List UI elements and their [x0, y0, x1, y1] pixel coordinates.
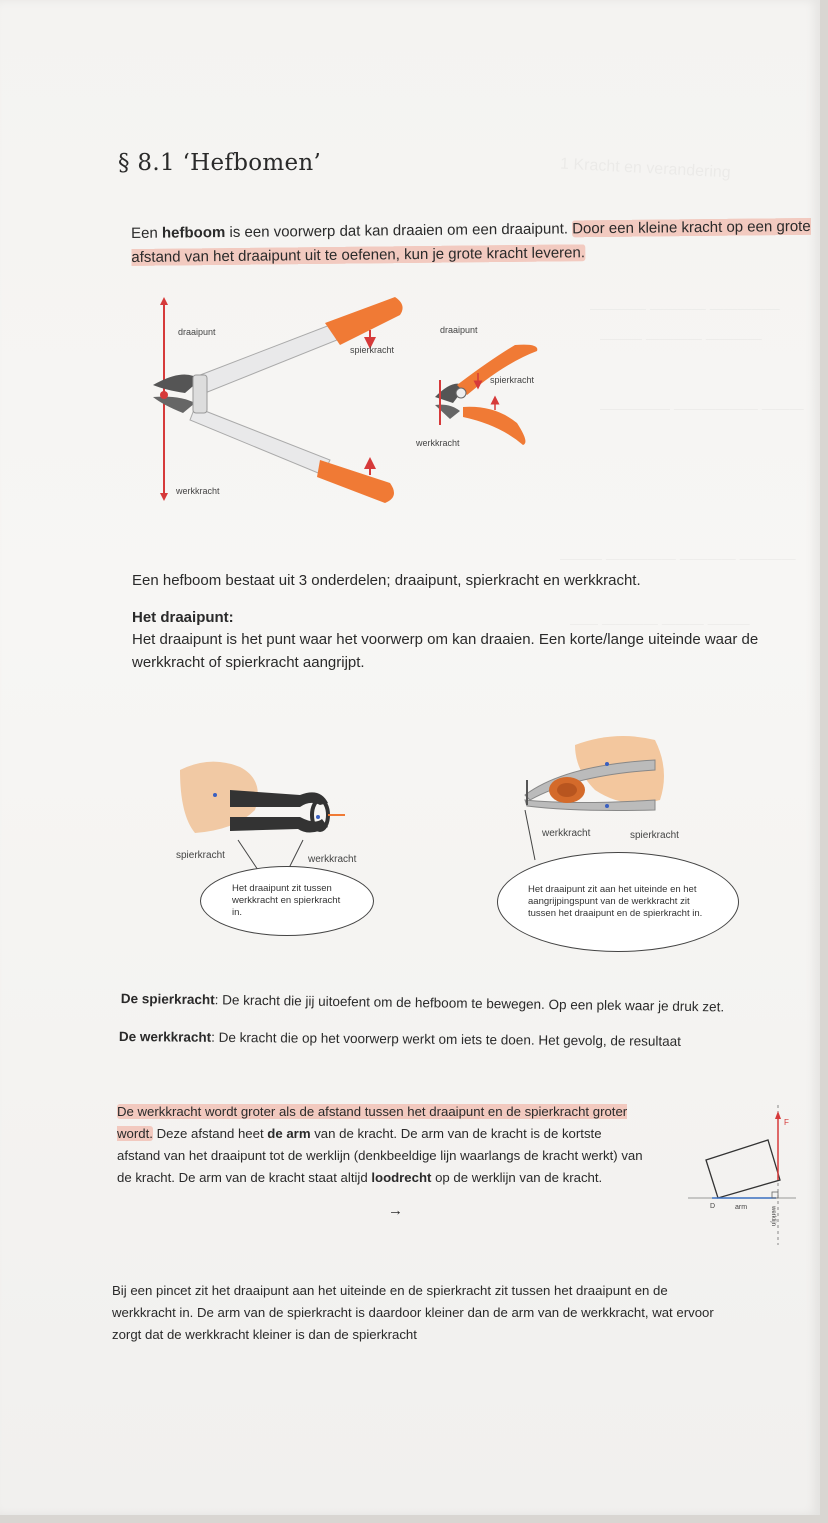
draaipunt-heading: Het draaipunt:	[132, 609, 234, 626]
label-spierkracht-loppers: spierkracht	[350, 345, 395, 355]
label-werkkracht-nutcracker: werkkracht	[542, 828, 591, 839]
term-hefboom: hefboom	[161, 224, 226, 242]
pincers-bubble-text: Het draaipunt zit tussen werkkracht en spierkracht in.	[232, 883, 341, 918]
arm-diagram	[688, 1095, 798, 1255]
term-spierkracht: De spierkracht	[120, 990, 215, 1008]
arm-highlight: De werkkracht wordt groter als de afstand tussen het draaipunt en de spierkracht groter wordt.	[117, 1104, 628, 1141]
label-F: F	[784, 1118, 789, 1127]
pincers-bubble	[200, 866, 374, 936]
parts-sentence: Een hefboom bestaat uit 3 onderdelen; draaipunt, spierkracht en werkkracht.	[132, 572, 641, 589]
lever-tools-illustration	[145, 285, 545, 515]
page-title: § 8.1 ‘Hefbomen’	[118, 150, 322, 176]
intro-highlight: Door een kleine kracht op een grote afstand van het draaipunt uit te oefenen, kun je grote kracht leveren.	[131, 217, 811, 266]
term-werkkracht: De werkkracht	[118, 1028, 212, 1045]
definition-spierkracht	[121, 988, 801, 1018]
label-werkkracht-pincers: werkkracht	[308, 854, 357, 865]
label-spierkracht-pincers: spierkracht	[176, 850, 225, 861]
intro-text-2: is een voorwerp dat kan draaien om een draaipunt.	[225, 220, 573, 242]
label-draaipunt-pruner: draaipunt	[440, 325, 478, 335]
arm-text-1: Deze afstand heet	[152, 1126, 268, 1141]
term-loodrecht: loodrecht	[371, 1170, 432, 1185]
intro-text-1: Een	[131, 224, 163, 242]
intro-paragraph	[131, 215, 828, 270]
arm-text-3: op de werklijn van de kracht.	[431, 1170, 603, 1185]
label-spierkracht-nutcracker: spierkracht	[630, 830, 679, 841]
label-draaipunt-loppers: draaipunt	[178, 327, 216, 337]
label-werklijn: werklijn	[770, 1205, 777, 1227]
arm-text-2: van de kracht. De arm van de kracht is de kortste afstand van het draaipunt tot de werklijn (denkbeeldige lijn waarlangs de kracht werkt) van de kracht. De arm van de kracht staat altijd	[117, 1126, 643, 1185]
arm-paragraph	[117, 1101, 647, 1189]
nutcracker-bubble-text: Het draaipunt zit aan het uiteinde en het aangrijpingspunt van de werkkracht zit tussen het draaipunt en de spierkracht in.	[528, 884, 703, 919]
nutcracker-bubble	[497, 852, 739, 952]
label-arm: arm	[735, 1204, 748, 1211]
definition-spierkracht-text: : De kracht die jij uitoefent om de hefboom te bewegen. Op een plek waar je druk zet.	[214, 992, 725, 1015]
label-spierkracht-pruner: spierkracht	[490, 375, 535, 385]
definition-werkkracht-text: : De kracht die op het voorwerp werkt om iets te doen. Het gevolg, de resultaat	[211, 1029, 682, 1049]
definition-werkkracht	[119, 1026, 799, 1053]
label-D: D	[710, 1203, 716, 1210]
arrow-icon: →	[388, 1202, 403, 1219]
label-werkkracht-loppers: werkkracht	[176, 486, 220, 496]
term-de-arm: de arm	[267, 1126, 311, 1141]
pincet-paragraph: Bij een pincet zit het draaipunt aan het uiteinde en de spierkracht zit tussen het draaipunt en de werkkracht in. De arm van de spierkracht is daardoor kleiner dan de arm van de werkkracht, wat ervoor zorgt dat de werkkracht kleiner is dan de spierkracht	[112, 1283, 714, 1342]
draaipunt-text: Het draaipunt is het punt waar het voorwerp om kan draaien. Een korte/lange uiteinde waar de werkkracht of spierkracht aangrijpt.	[132, 631, 759, 671]
label-werkkracht-pruner: werkkracht	[416, 438, 460, 448]
